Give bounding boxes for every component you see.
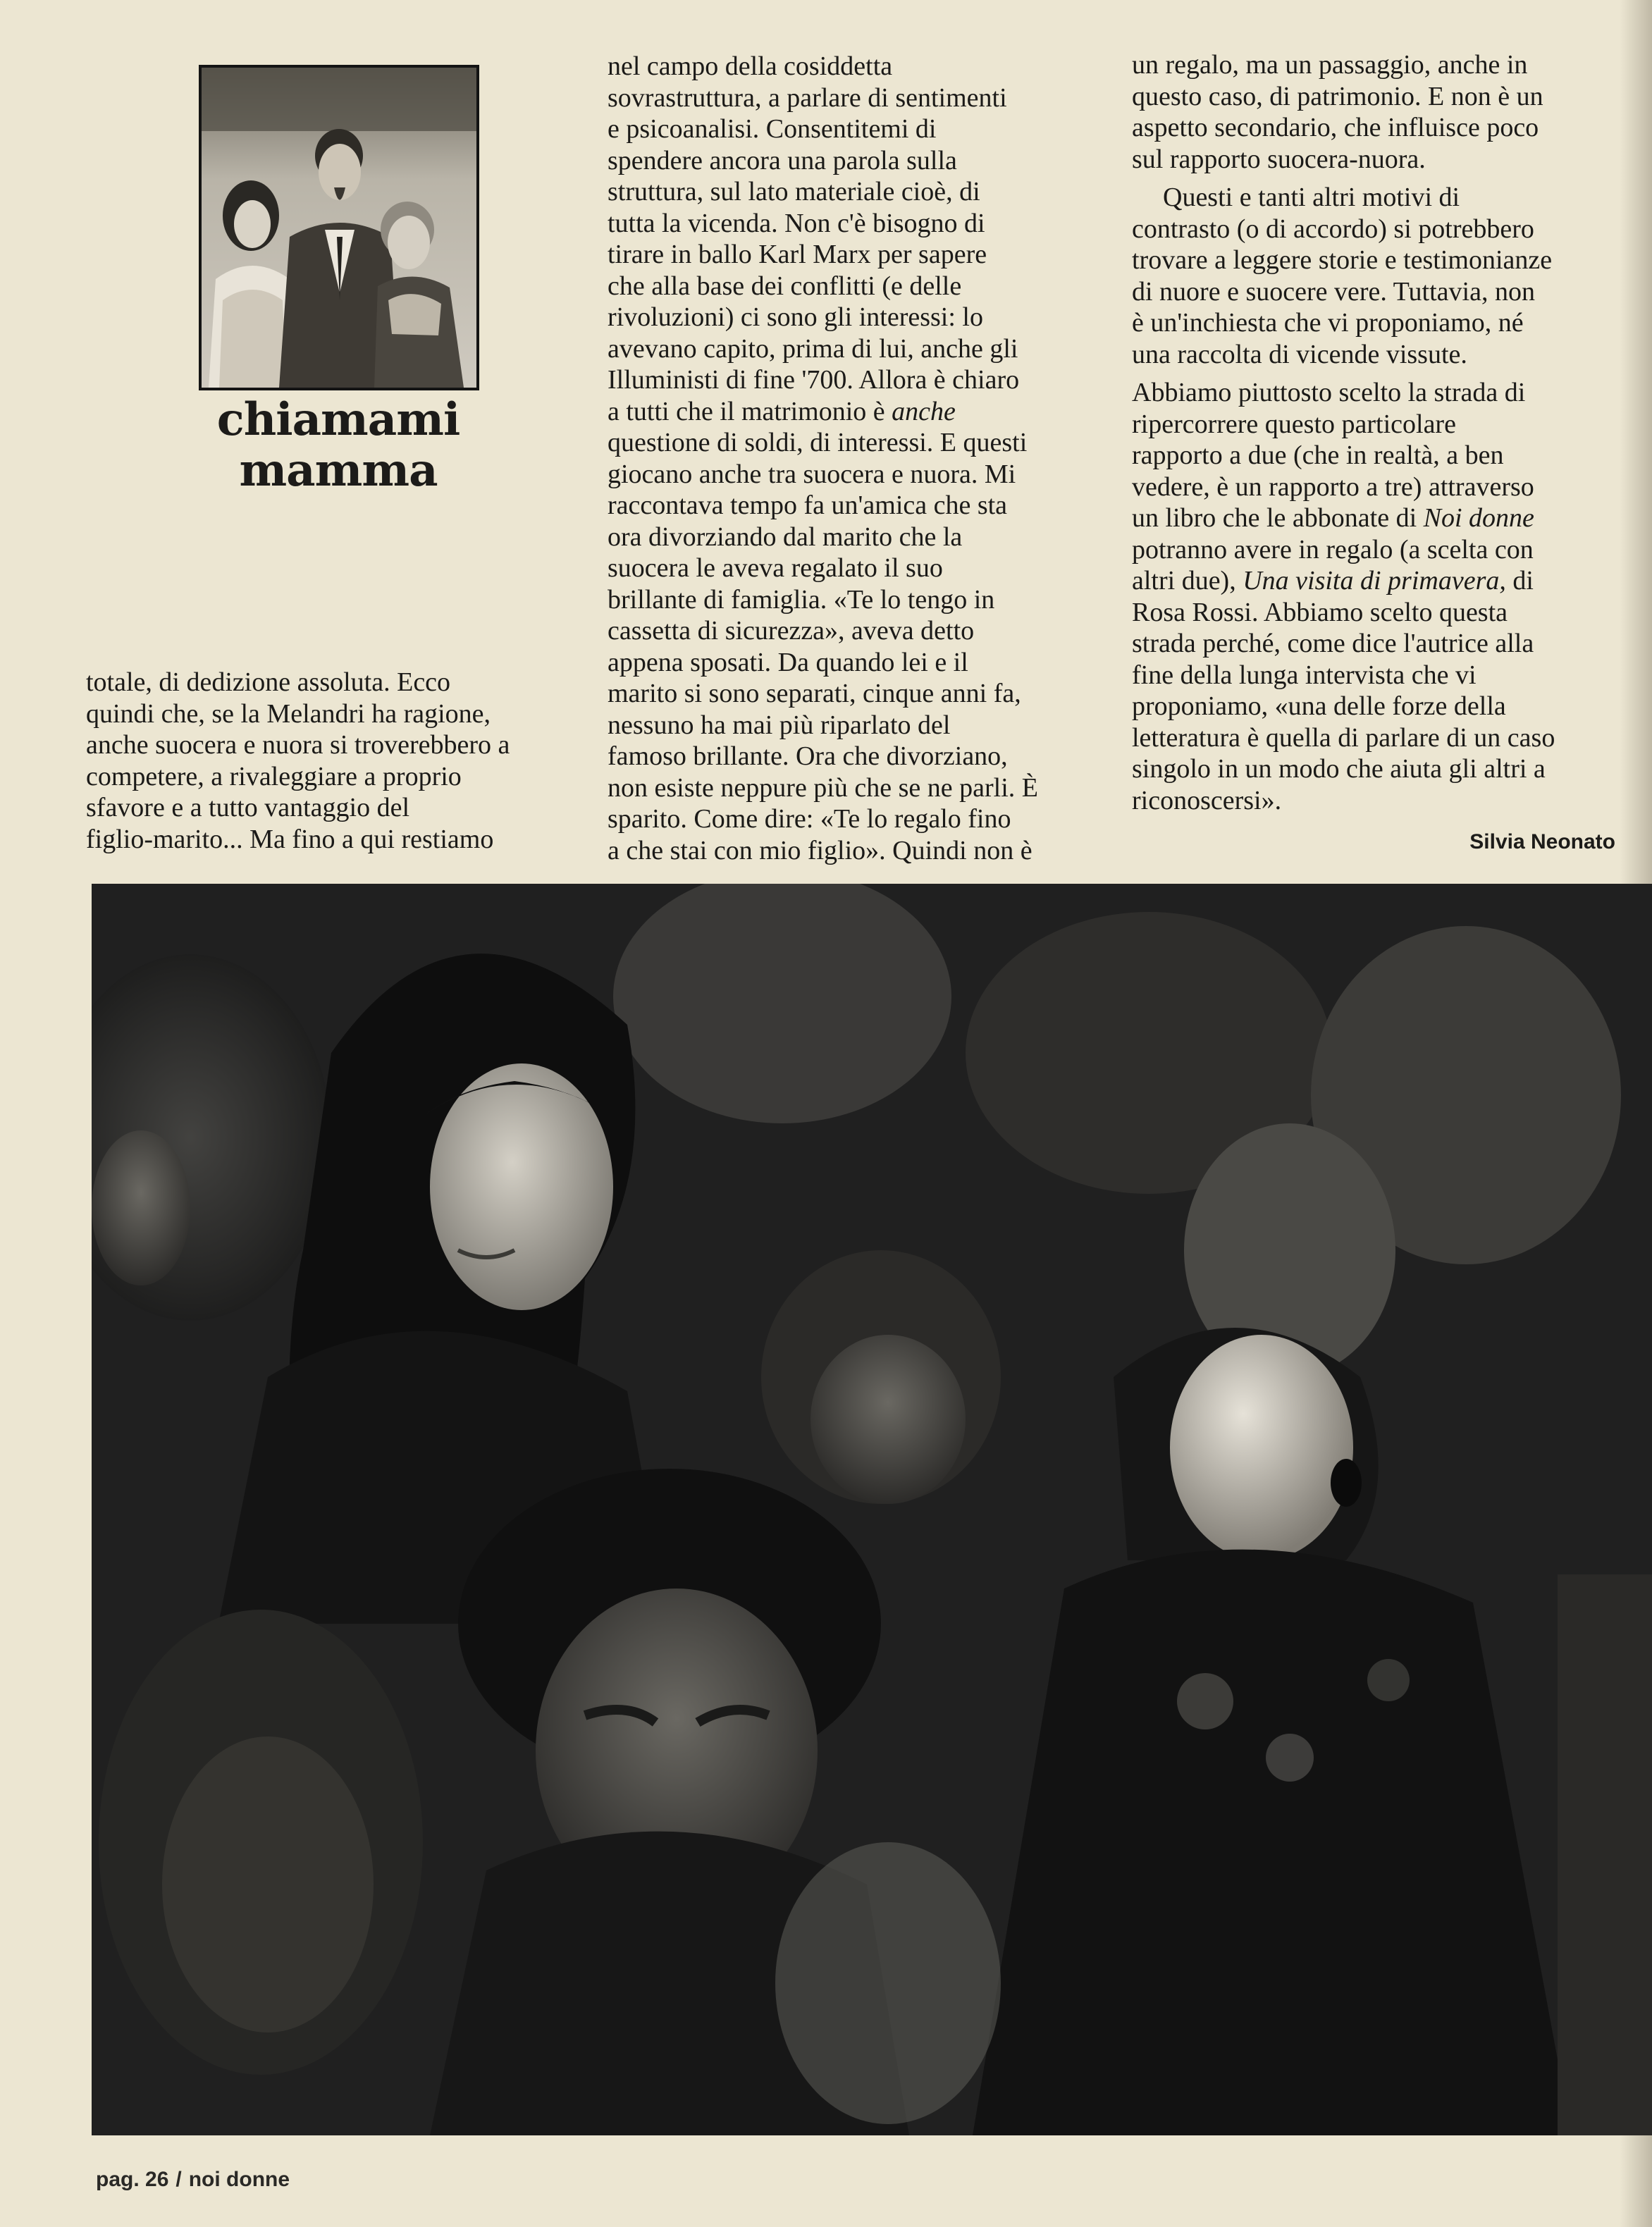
text-line: è un'inchiesta che vi proponiamo, né xyxy=(1132,308,1524,338)
text-line: riconoscersi». xyxy=(1132,785,1282,815)
text-column-1 xyxy=(86,667,579,855)
text-line: contrasto (o di accordo) si potrebbero xyxy=(1132,214,1534,244)
text-line: Rosa Rossi. Abbiamo scelto questa xyxy=(1132,597,1508,627)
text-line: appena sposati. Da quando lei e il xyxy=(608,647,968,677)
text-line: totale, di dedizione assoluta. Ecco xyxy=(86,667,451,697)
text-line: e psicoanalisi. Consentitemi di xyxy=(608,114,937,144)
text-line: aspetto secondario, che influisce poco xyxy=(1132,113,1539,142)
family-photo xyxy=(199,65,479,390)
text-line: fine della lunga intervista che vi xyxy=(1132,660,1477,690)
text-line: sparito. Come dire: «Te lo regalo fino xyxy=(608,804,1011,834)
author-byline: Silvia Neonato xyxy=(1469,830,1615,853)
text-segment: altri due), xyxy=(1132,566,1243,596)
text-line: Illuministi di fine '700. Allora è chiaro xyxy=(608,365,1020,395)
headline-line-2: mamma xyxy=(239,444,438,497)
text-line: suocera le aveva regalato il suo xyxy=(608,553,943,583)
headline-line-1: chiamami xyxy=(216,393,460,446)
text-line: Questi e tanti altri motivi di xyxy=(1163,183,1460,212)
text-line: rivoluzioni) ci sono gli interessi: lo xyxy=(608,302,983,332)
page-number: pag. 26 xyxy=(96,2168,169,2191)
text-line: giocano anche tra suocera e nuora. Mi xyxy=(608,459,1016,489)
text-line: strada perché, come dice l'autrice alla xyxy=(1132,629,1534,658)
text-line: sul rapporto suocera-nuora. xyxy=(1132,144,1426,174)
text-segment: di xyxy=(1505,566,1534,596)
article-headline xyxy=(176,395,500,496)
text-line: letteratura è quella di parlare di un caso xyxy=(1132,722,1555,753)
magazine-name: noi donne xyxy=(188,2168,290,2191)
italic-magazine-name: Noi donne xyxy=(1423,503,1534,533)
text-line-with-italic xyxy=(608,396,1104,428)
text-line: che alla base dei conflitti (e delle xyxy=(608,271,962,301)
crowd-photo xyxy=(92,884,1652,2135)
text-line: rapporto a due (che in realtà, a ben xyxy=(1132,440,1504,470)
text-column-3 xyxy=(1132,49,1639,816)
text-line: avevano capito, prima di lui, anche gli xyxy=(608,333,1018,364)
text-line: ora divorziando dal marito che la xyxy=(608,522,963,552)
paragraph-1 xyxy=(1132,49,1639,175)
text-segment: a tutti che il matrimonio è xyxy=(608,396,892,426)
text-line-with-italic xyxy=(1132,502,1639,534)
footer-separator: / xyxy=(175,2168,182,2191)
text-line: sovrastruttura, a parlare di sentimenti xyxy=(608,82,1007,113)
text-line: tutta la vicenda. Non c'è bisogno di xyxy=(608,208,985,238)
text-line: nel campo della cosiddetta xyxy=(608,51,893,81)
text-line: marito si sono separati, cinque anni fa, xyxy=(608,679,1021,708)
text-line: ripercorrere questo particolare xyxy=(1132,409,1456,439)
text-line-with-italic xyxy=(1132,565,1639,597)
text-line: famoso brillante. Ora che divorziano, xyxy=(608,741,1008,771)
text-line: brillante di famiglia. «Te lo tengo in xyxy=(608,584,995,615)
text-line: trovare a leggere storie e testimonianze xyxy=(1132,245,1553,275)
text-line: struttura, sul lato materiale cioè, di xyxy=(608,177,980,206)
text-line: un regalo, ma un passaggio, anche in xyxy=(1132,50,1528,80)
text-line: spendere ancora una parola sulla xyxy=(608,145,957,175)
text-line: di nuore e suocere vere. Tuttavia, non xyxy=(1132,276,1535,307)
text-line: competere, a rivaleggiare a proprio xyxy=(86,761,462,791)
text-line: raccontava tempo fa un'amica che sta xyxy=(608,491,1008,520)
italic-book-title: Una visita di primavera, xyxy=(1243,566,1506,596)
text-line: sfavore e a tutto vantaggio del xyxy=(86,793,410,822)
paragraph-2 xyxy=(1132,182,1639,370)
text-line: potranno avere in regalo (a scelta con xyxy=(1132,534,1534,565)
text-segment: un libro che le abbonate di xyxy=(1132,503,1424,533)
italic-word: anche xyxy=(892,396,956,426)
text-line: figlio-marito... Ma fino a qui restiamo xyxy=(86,824,494,854)
paragraph-3 xyxy=(1132,377,1639,816)
text-line: una raccolta di vicende vissute. xyxy=(1132,339,1467,369)
text-line: proponiamo, «una delle forze della xyxy=(1132,691,1506,721)
text-line: questione di soldi, di interessi. E questi xyxy=(608,428,1028,457)
text-line: nessuno ha mai più riparlato del xyxy=(608,710,951,740)
text-line: a che stai con mio figlio». Quindi non è xyxy=(608,835,1032,865)
text-line: anche suocera e nuora si troverebbero a xyxy=(86,730,510,760)
text-line: singolo in un modo che aiuta gli altri a xyxy=(1132,754,1546,784)
text-line: cassetta di sicurezza», aveva detto xyxy=(608,616,975,646)
text-line: Abbiamo piuttosto scelto la strada di xyxy=(1132,378,1526,407)
text-line: tirare in ballo Karl Marx per sapere xyxy=(608,240,987,269)
page-footer xyxy=(96,2168,290,2192)
text-column-2 xyxy=(608,51,1104,866)
text-line: non esiste neppure più che se ne parli. È xyxy=(608,772,1038,803)
text-line: questo caso, di patrimonio. E non è un xyxy=(1132,81,1543,111)
text-line: quindi che, se la Melandri ha ragione, xyxy=(86,698,491,729)
text-line: vedere, è un rapporto a tre) attraverso xyxy=(1132,471,1534,502)
